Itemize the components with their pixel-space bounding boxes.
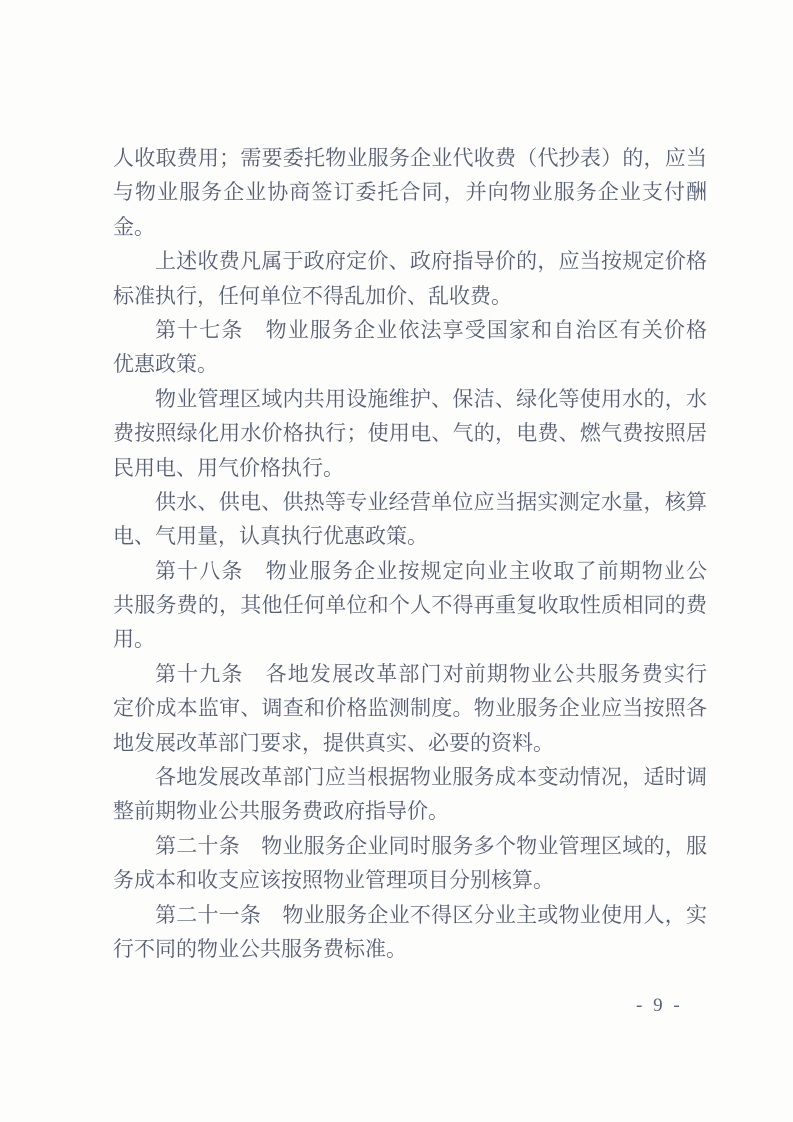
text-line: 整前期物业公共服务费政府指导价。 [113,799,449,824]
text-line: 优惠政策。 [113,352,218,377]
text-line: 第十七条 物业服务企业依法享受国家和自治区有关价格 [155,317,707,342]
text-line: 行不同的物业公共服务费标准。 [113,936,407,961]
text-line: 金。 [113,214,155,239]
text-line: 第二十条 物业服务企业同时服务多个物业管理区域的，服 [155,833,707,858]
text-line: 地发展改革部门要求，提供真实、必要的资料。 [113,730,554,755]
text-line: 共服务费的，其他任何单位和个人不得再重复收取性质相同的费 [113,593,707,618]
text-line: 第二十一条 物业服务企业不得区分业主或物业使用人，实 [155,902,707,927]
text-line: 上述收费凡属于政府定价、政府指导价的，应当按规定价格 [155,249,707,274]
text-line: 与物业服务企业协商签订委托合同，并向物业服务企业支付酬 [113,180,707,205]
text-line: 用。 [113,627,155,652]
text-line: 标准执行，任何单位不得乱加价、乱收费。 [113,283,512,308]
text-line: 物业管理区域内共用设施维护、保洁、绿化等使用水的，水 [155,386,707,411]
text-line: 第十八条 物业服务企业按规定向业主收取了前期物业公 [155,558,707,583]
text-line: 费按照绿化用水价格执行；使用电、气的，电费、燃气费按照居 [113,421,707,446]
text-line: 各地发展改革部门应当根据物业服务成本变动情况，适时调 [155,765,707,790]
text-line: 定价成本监审、调查和价格监测制度。物业服务企业应当按照各 [113,696,707,721]
text-line: 民用电、用气价格执行。 [113,455,344,480]
text-line: 电、气用量，认真执行优惠政策。 [113,524,428,549]
page-number: - 9 - [636,995,683,1016]
text-line: 人收取费用；需要委托物业服务企业代收费（代抄表）的，应当 [113,146,707,170]
document-text [113,141,707,966]
text-line: 供水、供电、供热等专业经营单位应当据实测定水量，核算 [155,489,707,514]
text-line: 第十九条 各地发展改革部门对前期物业公共服务费实行 [155,661,707,686]
text-line: 务成本和收支应该按照物业管理项目分别核算。 [113,868,554,893]
